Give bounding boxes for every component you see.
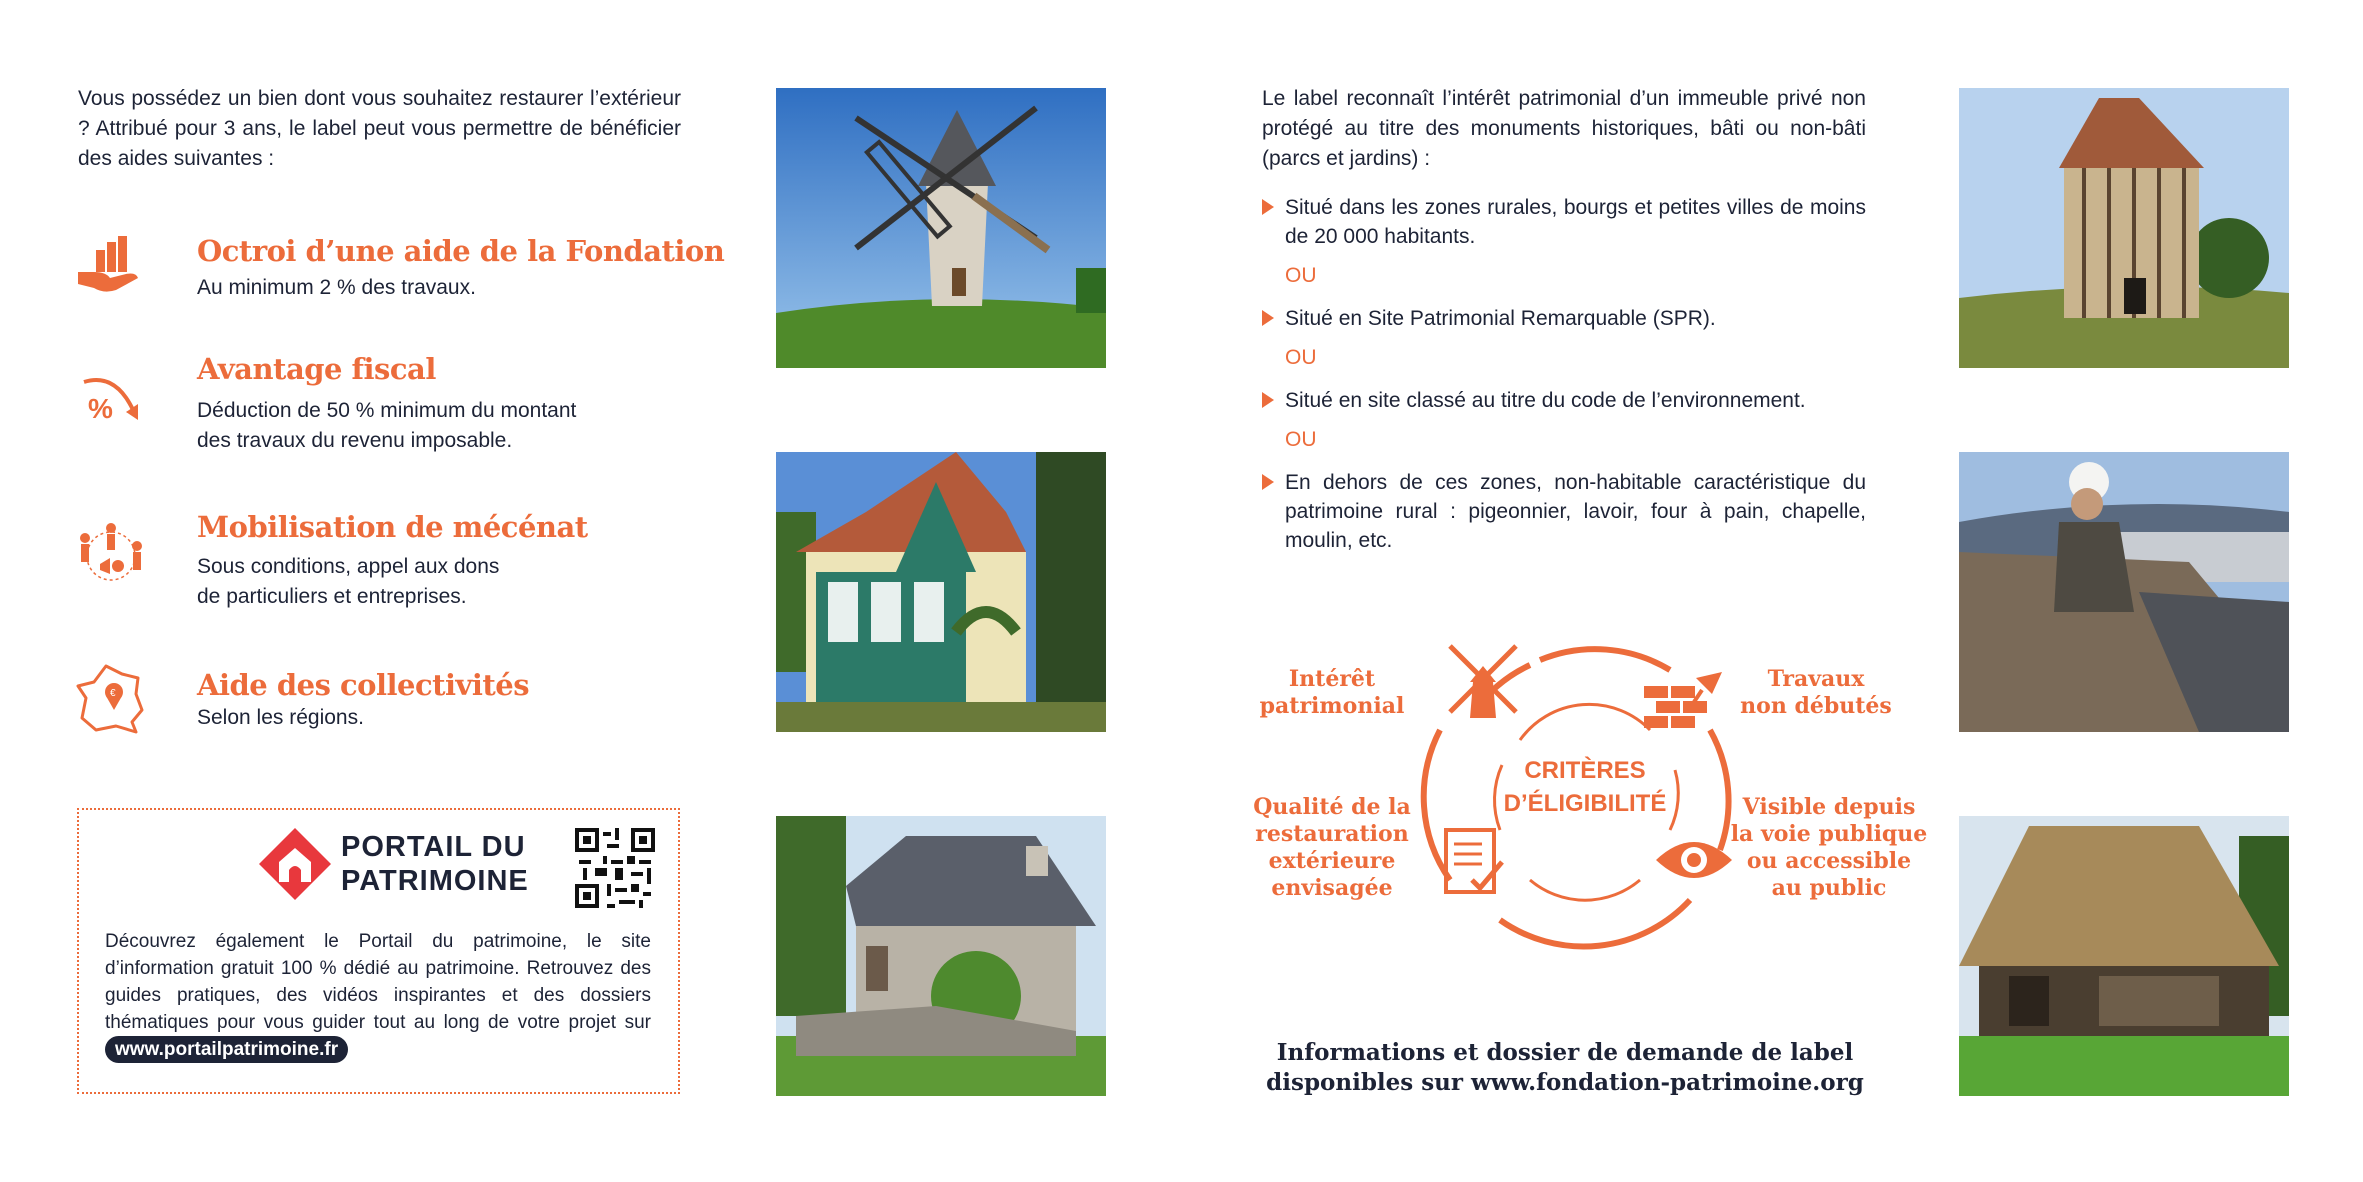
portal-description xyxy=(105,928,651,1063)
thatched-barn-photo xyxy=(1959,816,2289,1096)
or-separator: OU xyxy=(1285,264,1317,287)
benefit-desc: Au minimum 2 % des travaux. xyxy=(197,276,476,299)
percent-arrow-icon xyxy=(76,368,146,438)
benefit-title: Mobilisation de mécénat xyxy=(197,510,588,544)
criterion-item xyxy=(1262,304,1866,333)
checklist-document-icon xyxy=(1442,826,1506,898)
roofer-photo xyxy=(1959,452,2289,732)
criterion-item xyxy=(1262,468,1866,555)
criterion-text: Situé en Site Patrimonial Remarquable (SPR). xyxy=(1285,307,1716,330)
people-network-icon xyxy=(76,520,146,590)
benefit-title: Octroi d’une aide de la Fondation xyxy=(197,234,725,268)
hand-coins-icon xyxy=(76,232,146,302)
qr-code-icon[interactable] xyxy=(575,828,655,908)
triangle-bullet-icon xyxy=(1262,474,1274,490)
cycle-label-qualite: Qualité de la restauration extérieure envisagée xyxy=(1253,794,1411,901)
france-map-icon xyxy=(76,664,146,734)
svg-text:€: € xyxy=(110,688,116,699)
footer-info: Informations et dossier de demande de label disponibles sur www.fondation-patrimoine.org xyxy=(1266,1039,1864,1096)
criterion-text: En dehors de ces zones, non-habitable caractéristique du patrimoine rural : pigeonnier, lavoir, four à pain, chapelle, moulin, etc. xyxy=(1285,471,1866,552)
benefit-title: Avantage fiscal xyxy=(197,352,436,386)
portal-url-link[interactable]: www.portailpatrimoine.fr xyxy=(105,1036,348,1063)
benefit-desc: Déduction de 50 % minimum du montant des travaux du revenu imposable. xyxy=(197,399,577,452)
cycle-center-title: CRITÈRES D’ÉLIGIBILITÉ xyxy=(1503,757,1667,817)
benefit-title: Aide des collectivités xyxy=(197,668,530,702)
or-separator: OU xyxy=(1285,428,1317,451)
portal-box xyxy=(77,808,680,1094)
villa-photo xyxy=(776,452,1106,732)
portal-logo-text xyxy=(341,830,529,898)
cycle-label-interet: Intérêt patrimonial xyxy=(1259,666,1405,719)
dovecote-photo xyxy=(1959,88,2289,368)
portal-logo-icon xyxy=(257,826,333,902)
windmill-photo xyxy=(776,88,1106,368)
cycle-label-travaux: Travaux non débutés xyxy=(1740,666,1892,719)
benefit-desc: Sous conditions, appel aux dons de particuliers et entreprises. xyxy=(197,555,500,608)
or-separator: OU xyxy=(1285,346,1317,369)
bricks-trowel-icon xyxy=(1640,668,1726,738)
svg-text:%: % xyxy=(88,393,113,424)
triangle-bullet-icon xyxy=(1262,310,1274,326)
cycle-label-visible: Visible depuis la voie publique ou accessible au public xyxy=(1730,794,1928,901)
criterion-text: Situé en site classé au titre du code de l’environnement. xyxy=(1285,389,1806,412)
portal-logo-line1: PORTAIL DU xyxy=(341,831,526,863)
stone-house-photo xyxy=(776,816,1106,1096)
triangle-bullet-icon xyxy=(1262,199,1274,215)
criteria-intro: Le label reconnaît l’intérêt patrimonial d’un immeuble privé non protégé au titre des monuments historiques, bâti ou non-bâti (parcs et jardins) : xyxy=(1262,87,1866,170)
intro-text: Vous possédez un bien dont vous souhaitez restaurer l’extérieur ? Attribué pour 3 ans, le label peut vous permettre de bénéficier des aides suivantes : xyxy=(78,87,681,170)
benefit-desc: Selon les régions. xyxy=(197,706,364,729)
portal-logo-line2: PATRIMOINE xyxy=(341,865,529,897)
criterion-text: Situé dans les zones rurales, bourgs et petites villes de moins de 20 000 habitants. xyxy=(1285,196,1866,248)
criterion-item xyxy=(1262,386,1866,415)
portal-text: Découvrez également le Portail du patrimoine, le site d’information gratuit 100 % dédié au patrimoine. Retrouvez des guides pratiques, des vidéos inspirantes et des dossiers thématiques pour vous guider tout au long de votre projet sur xyxy=(105,931,651,1033)
criterion-item xyxy=(1262,193,1866,251)
windmill-icon xyxy=(1440,636,1526,722)
triangle-bullet-icon xyxy=(1262,392,1274,408)
